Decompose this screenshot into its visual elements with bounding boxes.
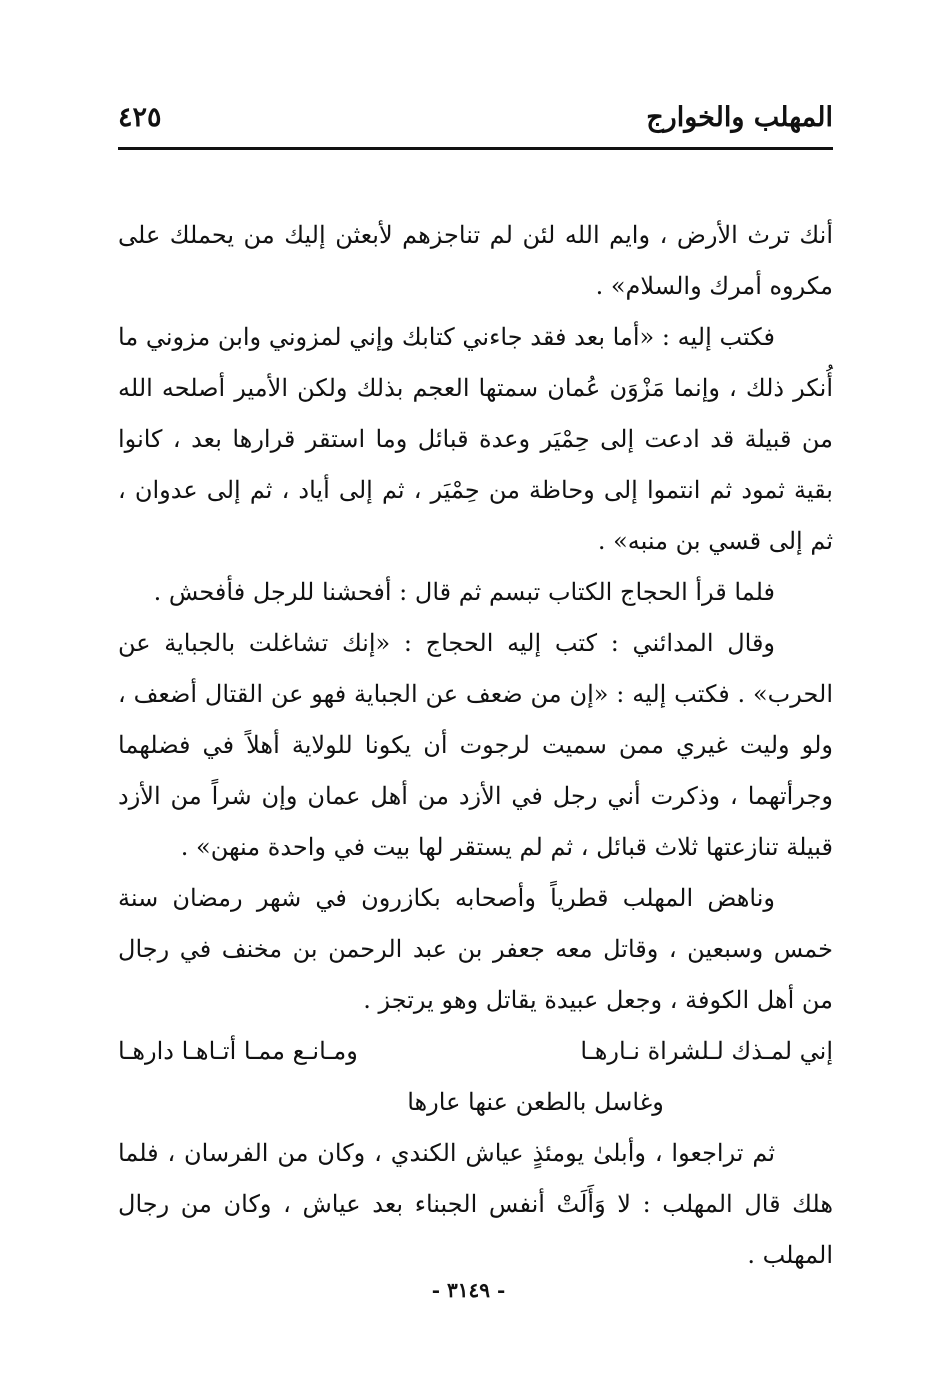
header-rule <box>118 147 833 150</box>
verse-line-2: وغاسل بالطعن عنها عارها <box>407 1088 664 1116</box>
body-text <box>118 210 833 1281</box>
page-number: ٤٢٥ <box>118 102 162 133</box>
closing-paragraph: ثم تراجعوا ، وأبلىٰ يومئذٍ عياش الكندي ، وكان من الفرسان ، فلما هلك قال المهلب : لا وَأَلَتْ أنفس الجبناء بعد عياش ، وكان من رجال المهلب . <box>118 1139 833 1269</box>
paragraph-5: وناهض المهلب قطرياً وأصحابه بكازرون في شهر رمضان سنة خمس وسبعين ، وقاتل معه جعفر بن عبد الرحمن بن مخنف في رجال من أهل الكوفة ، وجعل عبيدة يقاتل وهو يرتجز . <box>118 884 833 1014</box>
running-header <box>118 98 833 150</box>
paragraph-2: فكتب إليه : «أما بعد فقد جاءني كتابك وإني لمزوني وابن مزوني ما أُنكر ذلك ، وإنما مَزْوَن عُمان سمتها العجم بذلك ولكن الأمير أصلحه الله من قبيلة قد ادعت إلى حِمْيَر وعدة قبائل وما استقر قرارها بعد ، كانوا بقية ثمود ثم انتموا إلى وحاظة من حِمْيَر ، ثم إلى أياد ، ثم إلى عدوان ، ثم إلى قسي بن منبه» . <box>118 323 833 555</box>
footer-page-number: - ٣١٤٩ - <box>431 1278 506 1302</box>
verse-hemistich-1: إني لمـذك لـلشراة نـارهـا <box>580 1037 833 1065</box>
verse-line-1 <box>118 1026 833 1077</box>
paragraph-1: أنك ترث الأرض ، وايم الله لئن لم تناجزهم لأبعثن إليك من يحملك على مكروه أمرك والسلام» . <box>118 221 833 300</box>
verse-hemistich-2: ومـانـع ممـا أتـاهـا دارهـا <box>118 1037 358 1065</box>
running-title: المهلب والخوارج <box>646 102 833 133</box>
paragraph-3: فلما قرأ الحجاج الكتاب تبسم ثم قال : أفحشنا للرجل فأفحش . <box>153 578 775 606</box>
paragraph-4: وقال المدائني : كتب إليه الحجاج : «إنك تشاغلت بالجباية عن الحرب» . فكتب إليه : «إن من ضعف عن الجباية فهو عن القتال أضعف ، ولو وليت غيري ممن سميت لرجوت أن يكونا للولاية أهلاً في فضلهما وجرأتهما ، وذكرت أني رجل في الأزد من أهل عمان وإن شراً من الأزد قبيلة تنازعتها ثلاث قبائل ، ثم لم يستقر لها بيت في واحدة منهن» . <box>118 629 833 861</box>
